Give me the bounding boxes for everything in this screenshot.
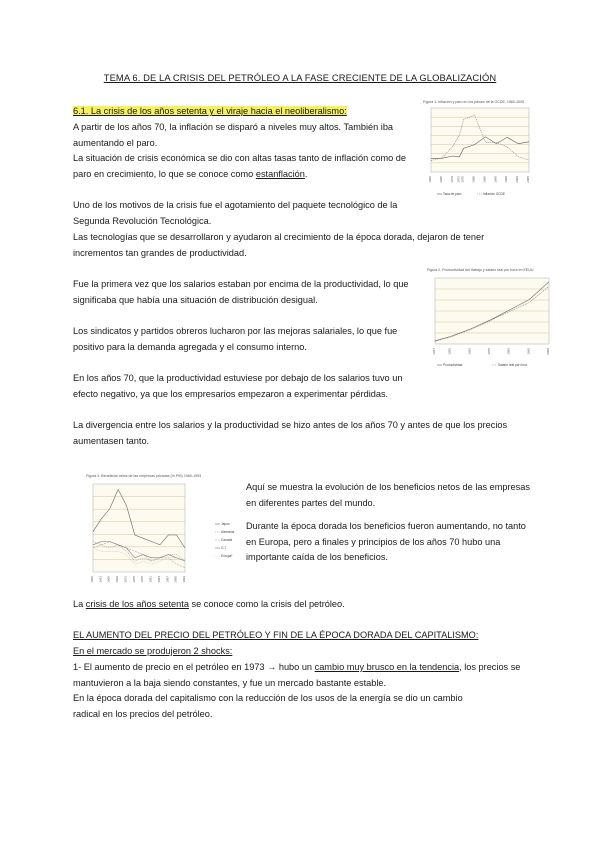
paragraph-divergencia: La divergencia entre los salarios y la productividad se hizo antes de los años 70 y antes de que los precios aumentasen tanto. xyxy=(73,420,508,446)
x-tick-label: 2000 xyxy=(515,176,520,183)
legend-label: G-7 xyxy=(221,546,227,550)
term-estanflacion: estanflación xyxy=(255,168,305,179)
chart-3-svg xyxy=(83,474,243,586)
x-tick-label: 1978 xyxy=(140,576,145,583)
chart-2-svg xyxy=(423,268,553,370)
x-tick-label: 1965 xyxy=(438,176,443,183)
x-tick-label: 1947 xyxy=(432,348,436,355)
legend-label: Inflación OCDE xyxy=(483,192,505,196)
x-tick-label: 1969 xyxy=(115,576,120,583)
paragraph-reduccion-energia: En la época dorada del capitalismo con la reducción de los usos de la energía se dio un cambio radical en los precios del petróleo. xyxy=(73,693,463,719)
x-tick-label: 1993 xyxy=(182,576,186,583)
chart-inflation-unemployment xyxy=(423,100,533,198)
subheading-shocks: En el mercado se produjeron 2 shocks: xyxy=(73,646,233,656)
x-tick-label: 1965 xyxy=(467,348,472,355)
chart-1-title: Figura 1. Inflación y paro en los países de la OCDE, 1960-2005 xyxy=(423,100,525,104)
paragraph-inflation: A partir de los años 70, la inflación se disparó a niveles muy altos. También iba aumentando el paro. La situación de crisis económica se dio con altas tasas tanto de inflación como de paro en crecimiento, lo que se conoce como estanflación. xyxy=(73,122,406,179)
paragraph-tecnologias: Las tecnologías que se desarrollaron y ayudaron al crecimiento de la época dorada, dejaron de tener incrementos tan grandes de productividad. xyxy=(73,232,485,258)
x-tick-label: 1970 xyxy=(449,176,454,183)
plot-area xyxy=(93,484,185,572)
x-tick-label: 1960 xyxy=(90,576,94,583)
section-heading-1: 6.1. La crisis de los años setenta y el viraje hacia el neoliberalismo: xyxy=(73,106,347,116)
plot-area xyxy=(431,108,529,172)
list-item-shock-1: 1- El aumento de precio en el petróleo en 1973 → hubo un cambio muy brusco en la tendencia, los precios se mantuvieron a la baja siendo constantes, y fue un mercado bastante estable. xyxy=(73,662,521,688)
paragraph-productividad: En los años 70, que la productividad estuviese por debajo de los salarios tuvo un efecto negativo, ya que los empresarios empezaron a experimentar pérdidas. xyxy=(73,373,403,399)
legend-label: Europa* xyxy=(221,554,233,558)
x-tick-label: 1966 xyxy=(106,576,111,583)
x-tick-label: 1980 xyxy=(471,176,476,183)
x-tick-label: 1984 xyxy=(156,576,161,583)
x-tick-label: 1973 xyxy=(456,176,461,183)
legend-label: Japón xyxy=(221,522,230,526)
legend-label: Salario real por hora xyxy=(498,363,527,367)
paragraph-sindicatos: Los sindicatos y partidos obreros lucharon por las mejoras salariales, lo que fue positivo para la demanda agregada y el consumo interno. xyxy=(73,326,398,352)
x-tick-label: 1963 xyxy=(98,576,103,583)
section-heading-2: EL AUMENTO DEL PRECIO DEL PETRÓLEO Y FIN DE LA ÉPOCA DORADA DEL CAPITALISMO: xyxy=(73,630,479,640)
legend-label: Alemania xyxy=(221,530,235,534)
term-cambio-brusco: cambio muy brusco en la tendencia xyxy=(314,662,460,672)
x-tick-label: 1995 xyxy=(504,176,509,183)
x-tick-label: 2005 xyxy=(546,348,550,355)
x-tick-label: 1975 xyxy=(131,576,136,583)
chart-3-title: Figura 3. Beneficios netos de las empresas privadas (% PIB) 1960-1993 xyxy=(86,474,202,478)
legend-label: Productividad xyxy=(443,363,463,367)
x-tick-label: 1995 xyxy=(526,348,531,355)
paragraph-motivos: Uno de los motivos de la crisis fue el agotamiento del paquete tecnológico de la Segunda Revolución Tecnológica. xyxy=(73,200,398,226)
paragraph-beneficios: Aquí se muestra la evolución de los beneficios netos de las empresas en diferentes partes del mundo. xyxy=(246,482,530,508)
x-tick-label: 1985 xyxy=(506,348,511,355)
x-tick-label: 1955 xyxy=(447,348,452,355)
chart-2-title: Figura 2. Productividad del trabajo y salario real por hora en EEUU xyxy=(427,268,534,272)
paragraph-salarios: Fue la primera vez que los salarios estaban por encima de la productividad, lo que significaba que había una situación de distribución desigual. xyxy=(73,279,409,305)
x-tick-label: 2005 xyxy=(526,176,530,183)
x-tick-label: 1985 xyxy=(482,176,487,183)
legend-label: Tasa de paro xyxy=(443,192,462,196)
x-tick-label: 1981 xyxy=(148,576,153,583)
chart-productivity-wages xyxy=(423,268,553,370)
document-title: TEMA 6. DE LA CRISIS DEL PETRÓLEO A LA FASE CRECIENTE DE LA GLOBALIZACIÓN xyxy=(103,72,497,83)
paragraph-crisis-petroleo: La crisis de los años setenta se conoce como la crisis del petróleo. xyxy=(73,599,345,609)
x-tick-label: 1960 xyxy=(428,176,432,183)
term-crisis-setenta: crisis de los años setenta xyxy=(85,599,189,609)
x-tick-label: 1990 xyxy=(493,176,498,183)
x-tick-label: 1972 xyxy=(123,576,128,583)
chart-1-svg xyxy=(423,100,533,198)
paragraph-epoca-dorada: Durante la época dorada los beneficios fueron aumentando, no tanto en Europa, pero a finales y principios de los años 70 hubo una importante caída de los beneficios. xyxy=(246,521,526,563)
x-tick-label: 1975 xyxy=(487,348,492,355)
chart-net-profits xyxy=(83,474,243,586)
x-tick-label: 1975 xyxy=(460,176,465,183)
x-tick-label: 1987 xyxy=(165,576,170,583)
legend-label: Canadá xyxy=(221,538,233,542)
x-tick-label: 1990 xyxy=(173,576,178,583)
